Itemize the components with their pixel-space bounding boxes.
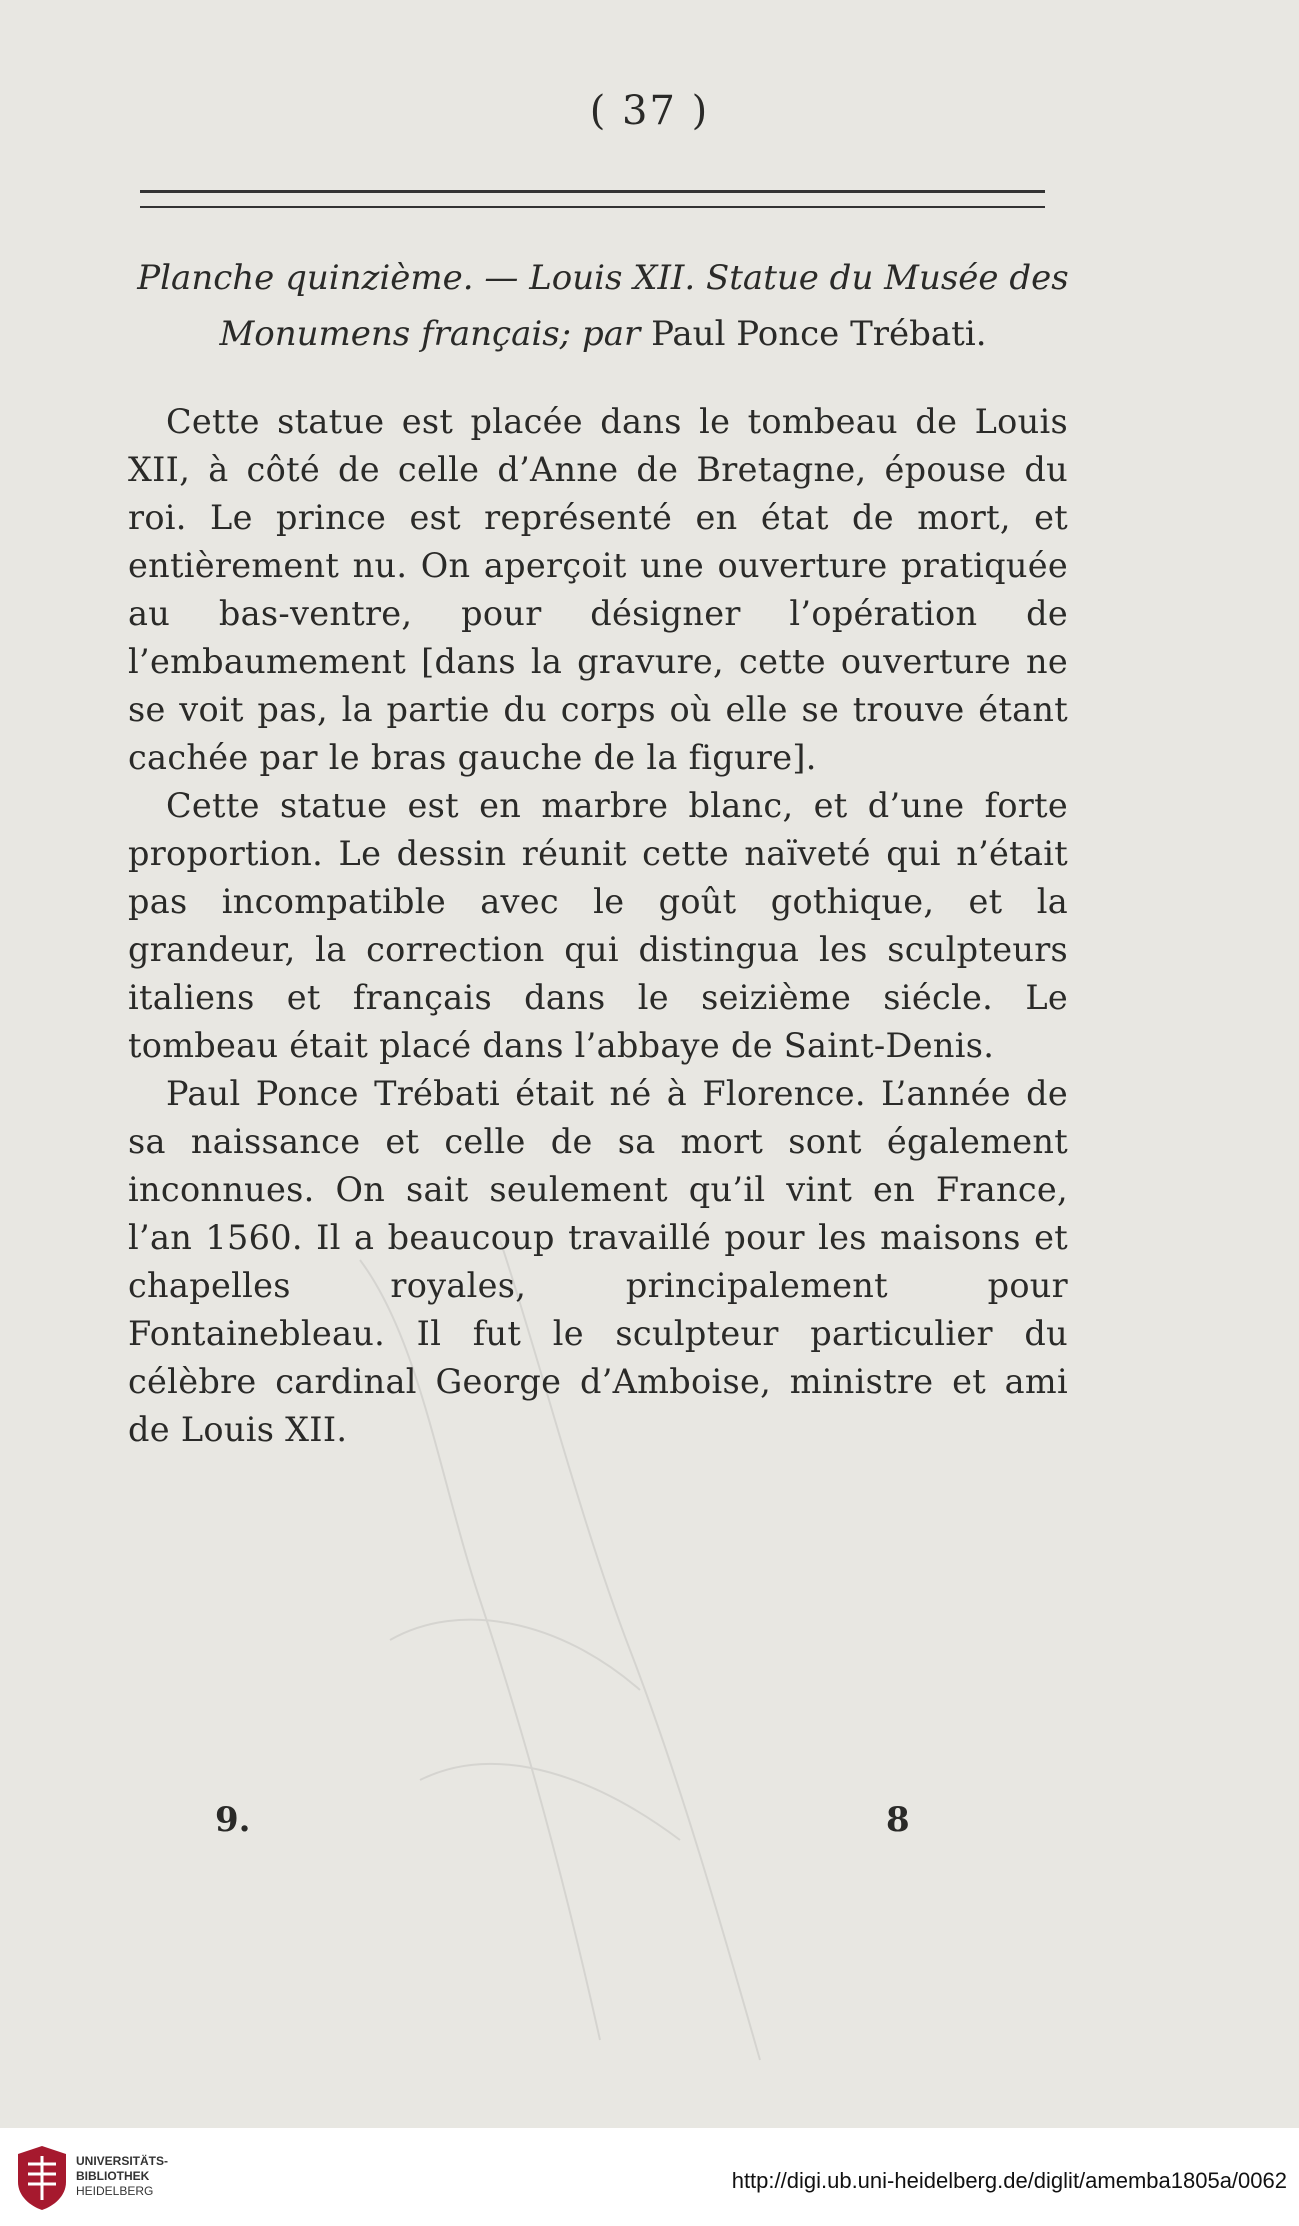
paragraph: Paul Ponce Trébati était né à Florence. L’année de sa naissance et celle de sa mort sont également inconnues. On sait seulement qu’il vint en France, l’an 1560. Il a beaucoup travaillé pour les maisons et chapelles royales, principalement pour Fontainebleau. Il fut le sculpteur particulier du célèbre cardinal George d’Amboise, ministre et ami de Louis XII. [128,1074,1068,1449]
library-footer [0,2128,1299,2226]
logo-line-2: BIBLIOTHEK [76,2169,150,2183]
signature-mark-right: 8 [886,1800,910,1840]
header-rule-thick [140,190,1045,193]
page-number: ( 37 ) [589,88,710,134]
plate-caption [128,250,1078,362]
paragraph: Cette statue est placée dans le tombeau de Louis XII, à côté de celle d’Anne de Bretagne, épouse du roi. Le prince est représenté en état de mort, et entièrement nu. On aperçoit une ouverture pratiquée au bas-ventre, pour désigner l’opération de l’embaumement [dans la gravure, cette ouverture ne se voit pas, la partie du corps où elle se trouve étant cachée par le bras gauche de la figure]. [128,402,1068,777]
source-url-link[interactable]: http://digi.ub.uni-heidelberg.de/diglit/amemba1805a/0062 [731,2168,1287,2193]
logo-line-3: HEIDELBERG [76,2184,154,2198]
library-logo-text [76,2154,168,2199]
body-text [128,398,1068,1454]
paragraph: Cette statue est en marbre blanc, et d’une forte proportion. Le dessin réunit cette naïveté qui n’était pas incompatible avec le goût gothique, et la grandeur, la correction qui distingua les sculpteurs italiens et français dans le seizième siécle. Le tombeau était placé dans l’abbaye de Saint-Denis. [128,786,1068,1065]
caption-artist: Paul Ponce Trébati. [651,314,987,354]
caption-subtitle: Monumens français; par [219,314,641,354]
university-library-logo-icon [14,2142,70,2212]
caption-line-2 [128,306,1078,362]
caption-title: Planche quinzième. — Louis XII. Statue du Musée des [137,258,1069,298]
caption-line-1 [128,250,1078,306]
logo-line-1: UNIVERSITÄTS- [76,2154,169,2168]
signature-mark-left: 9. [215,1800,251,1840]
header-rule-thin [140,206,1045,208]
